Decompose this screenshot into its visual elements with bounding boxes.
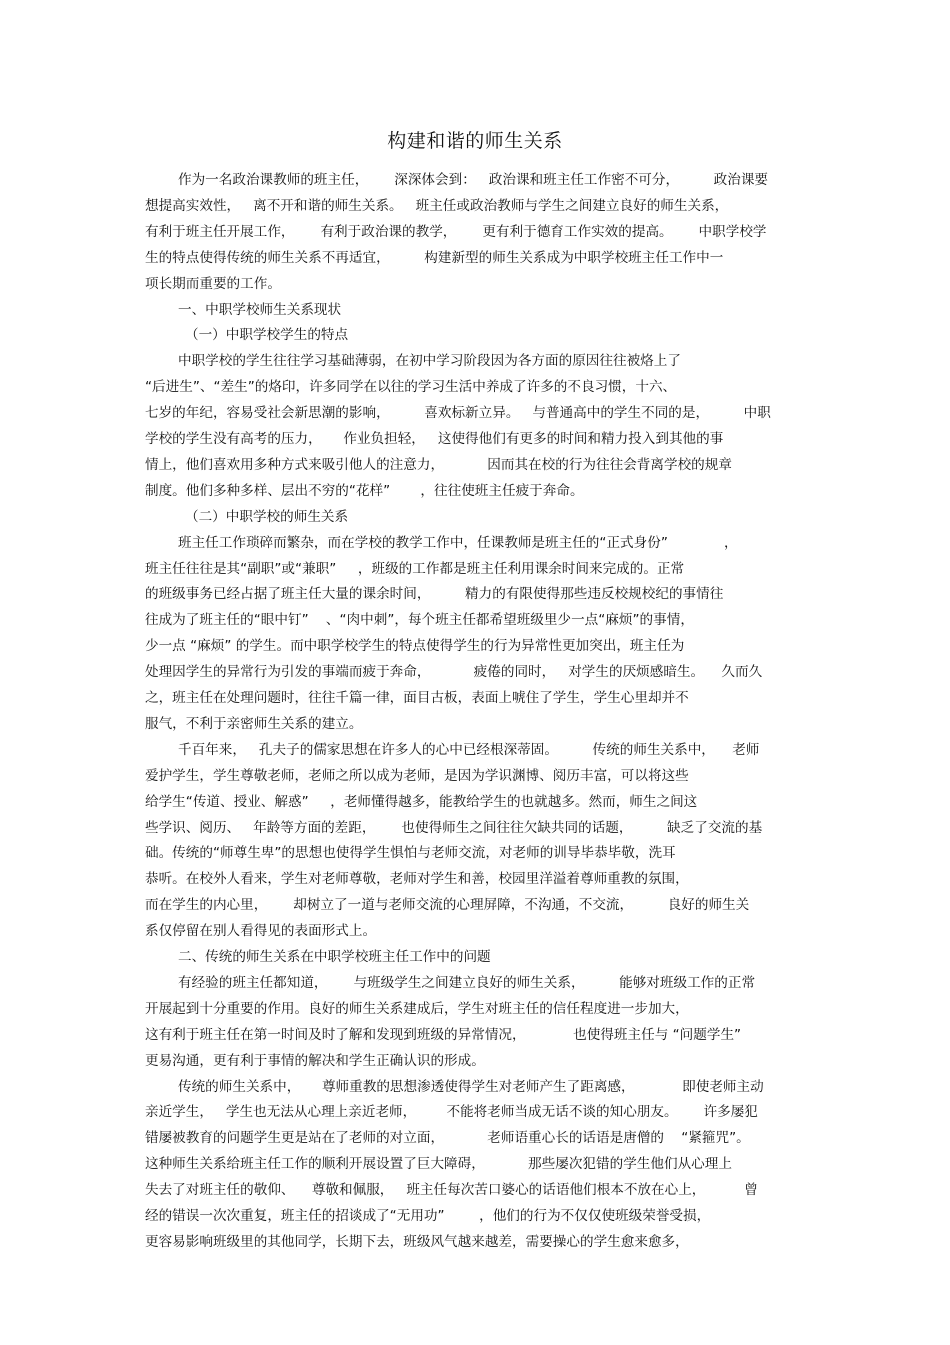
text-line: （一）中职学校学生的特点	[185, 327, 349, 344]
text-line: 一、中职学校师生关系现状	[178, 301, 342, 318]
text-line: 些学识、阅历、 年龄等方面的差距， 也使得师生之间往往欠缺共同的话题， 缺乏了交流的基	[145, 819, 763, 836]
text-line: （二）中职学校的师生关系	[185, 508, 349, 525]
text-line: 传统的师生关系中， 尊师重教的思想渗透使得学生对老师产生了距离感， 即使老师主动	[178, 1078, 764, 1095]
text-line: 制度。他们多种多样、层出不穷的“花样” ，往往使班主任疲于奔命。	[145, 482, 584, 499]
text-line: 情上，他们喜欢用多种方式来吸引他人的注意力， 因而其在校的行为往往会背离学校的规章	[145, 456, 732, 473]
text-line: 七岁的年纪，容易受社会新思潮的影响， 喜欢标新立异。 与普通高中的学生不同的是， 中职	[145, 405, 771, 422]
text-line: 学校的学生没有高考的压力， 作业负担轻， 这使得他们有更多的时间和精力投入到其他的事	[145, 431, 724, 447]
text-line: 中职学校的学生往往学习基础薄弱，在初中学习阶段因为各方面的原因往往被烙上了	[178, 353, 681, 370]
text-line: 有经验的班主任都知道， 与班级学生之间建立良好的师生关系， 能够对班级工作的正常	[178, 974, 756, 991]
text-line: 之，班主任在处理问题时，往往千篇一律，面目古板，表面上唬住了学生，学生心里却并不	[145, 690, 689, 706]
text-line: 础。传统的“师尊生卑”的思想也使得学生惧怕与老师交流，对老师的训导毕恭毕敬，洗耳	[145, 845, 676, 862]
text-line: 恭听。在校外人看来，学生对老师尊敬，老师对学生和善，校园里洋溢着尊师重教的氛围，	[145, 871, 689, 888]
text-line: 失去了对班主任的敬仰、 尊敬和佩服， 班主任每次苦口婆心的话语他们根本不放在心上， 曾	[145, 1182, 758, 1199]
text-line: 作为一名政治课教师的班主任， 深深体会到： 政治课和班主任工作密不可分， 政治课要	[178, 172, 769, 188]
text-line: 这有利于班主任在第一时间及时了解和发现到班级的异常情况， 也使得班主任与 “问题学生”	[145, 1026, 742, 1043]
text-line: 处理因学生的异常行为引发的事端而疲于奔命， 疲倦的同时， 对学生的厌烦感暗生。 久而久	[145, 664, 763, 681]
text-line: 更容易影响班级里的其他同学，长期下去，班级风气越来越差，需要操心的学生愈来愈多，	[145, 1233, 689, 1250]
text-line: 班主任工作琐碎而繁杂，而在学校的教学工作中，任课教师是班主任的“正式身份” ，	[178, 534, 738, 551]
text-line: 更易沟通，更有利于事情的解决和学生正确认识的形成。	[145, 1052, 485, 1069]
text-line: 而在学生的内心里， 却树立了一道与老师交流的心理屏障，不沟通，不交流， 良好的师生关	[145, 897, 750, 914]
text-line: 开展起到十分重要的作用。良好的师生关系建成后，学生对班主任的信任程度进一步加大，	[145, 1000, 689, 1017]
text-line: 有利于班主任开展工作， 有利于政治课的教学， 更有利于德育工作实效的提高。 中职学校学	[145, 223, 767, 240]
text-line: 服气，不利于亲密师生关系的建立。	[145, 715, 363, 732]
text-line: 往成为了班主任的“眼中钉” 、“肉中刺”，每个班主任都希望班级里少一点“麻烦”的事情，	[145, 612, 694, 629]
text-line: 的班级事务已经占据了班主任大量的课余时间， 精力的有限使得那些违反校规校纪的事情往	[145, 586, 724, 603]
text-line: 生的特点使得传统的师生关系不再适宜， 构建新型的师生关系成为中职学校班主任工作中一	[145, 249, 724, 266]
text-line: 千百年来， 孔夫子的儒家思想在许多人的心中已经根深蒂固。 传统的师生关系中， 老师	[178, 741, 760, 758]
text-line: 错屡被教育的问题学生更是站在了老师的对立面， 老师语重心长的话语是唐僧的 “紧箍咒”。	[145, 1130, 750, 1147]
text-line: “后进生”、“差生”的烙印，许多同学在以往的学习生活中养成了许多的不良习惯，十六、	[145, 379, 677, 396]
text-line: 这种师生关系给班主任工作的顺利开展设置了巨大障碍， 那些屡次犯错的学生他们从心理上	[145, 1156, 732, 1173]
text-line: 经的错误一次次重复，班主任的招谈成了“无用功” ，他们的行为不仅仅使班级荣誉受损，	[145, 1208, 711, 1224]
text-line: 系仅停留在别人看得见的表面形式上。	[145, 923, 377, 940]
text-line: 二、传统的师生关系在中职学校班主任工作中的问题	[178, 949, 491, 965]
text-line: 少一点 “麻烦” 的学生。而中职学校学生的特点使得学生的行为异常性更加突出，班主任为	[145, 638, 685, 655]
document-title: 构建和谐的师生关系	[387, 130, 563, 152]
text-line: 爱护学生，学生尊敬老师，老师之所以成为老师，是因为学识渊博、阅历丰富，可以将这些	[145, 767, 689, 784]
text-line: 给学生“传道、授业、解惑” ，老师懂得越多，能教给学生的也就越多。然而，师生之间这	[145, 793, 698, 810]
text-line: 项长期而重要的工作。	[145, 275, 281, 292]
text-line: 班主任往往是其“副职”或“兼职” ，班级的工作都是班主任利用课余时间来完成的。正常	[145, 560, 685, 577]
text-line: 亲近学生， 学生也无法从心理上亲近老师， 不能将老师当成无话不谈的知心朋友。 许多屡犯	[145, 1104, 758, 1121]
text-line: 想提高实效性， 离不开和谐的师生关系。 班主任或政治教师与学生之间建立良好的师生关系，	[145, 197, 729, 214]
